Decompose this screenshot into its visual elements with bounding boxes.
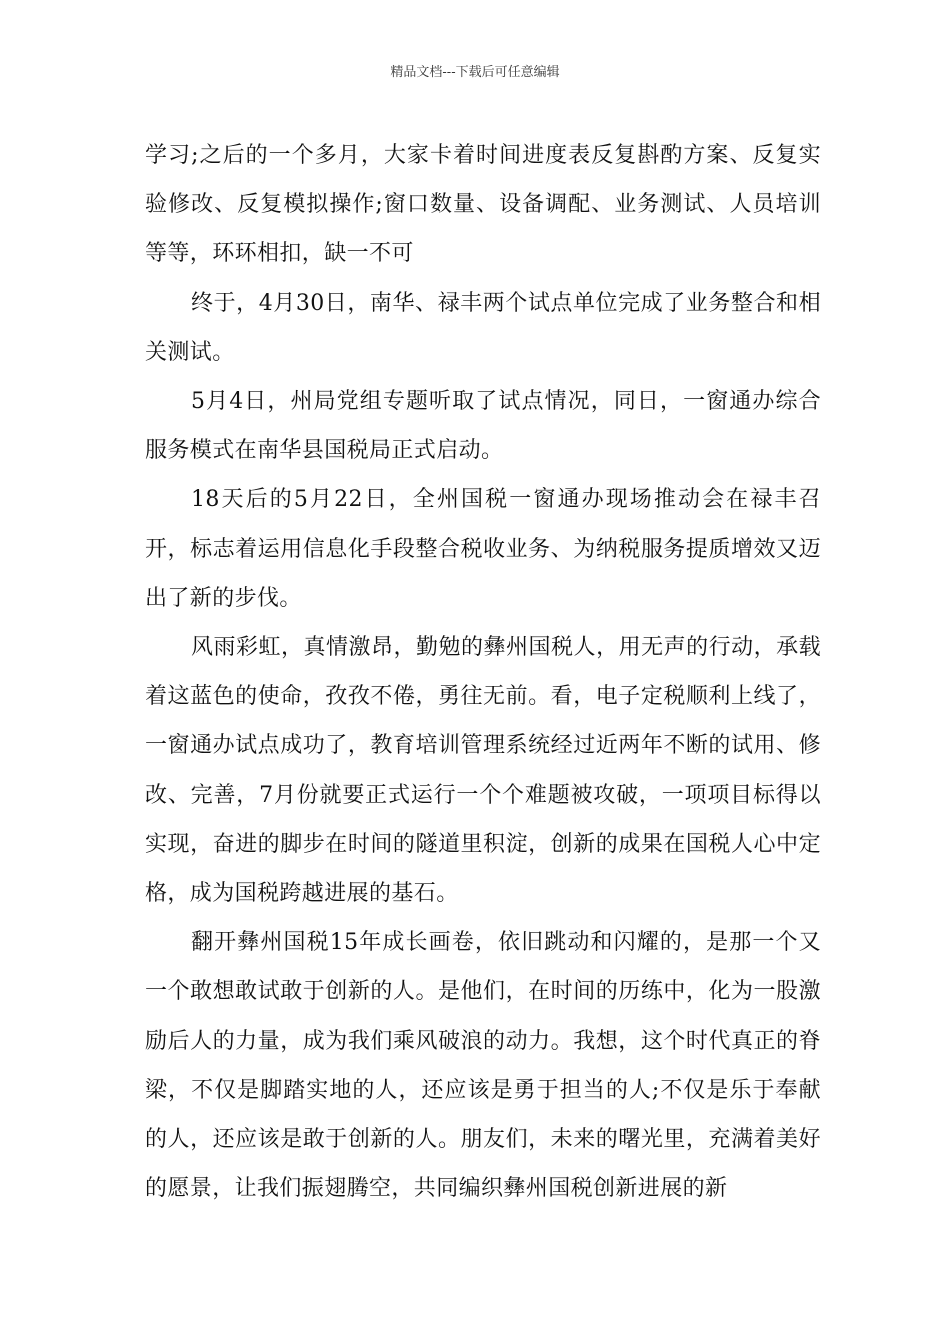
document-body <box>145 131 821 1213</box>
paragraph-6: 翻开彝州国税15年成长画卷，依旧跳动和闪耀的，是那一个又一个敢想敢试敢于创新的人。是他们，在时间的历练中，化为一股激励后人的力量，成为我们乘风破浪的动力。我想，这个时代真正的脊梁，不仅是脚踏实地的人，还应该是勇于担当的人;不仅是乐于奉献的人，还应该是敢于创新的人。朋友们，未来的曙光里，充满着美好的愿景，让我们振翅腾空，共同编织彝州国税创新进展的新 <box>145 930 821 1202</box>
paragraph-1: 学习;之后的一个多月，大家卡着时间进度表反复斟酌方案、反复实验修改、反复模拟操作;窗口数量、设备调配、业务测试、人员培训等等，环环相扣，缺一不可 <box>145 143 821 267</box>
paragraph-5: 风雨彩虹，真情激昂，勤勉的彝州国税人，用无声的行动，承载着这蓝色的使命，孜孜不倦，勇往无前。看，电子定税顺利上线了，一窗通办试点成功了，教育培训管理系统经过近两年不断的试用、修改、完善，7月份就要正式运行一个个难题被攻破，一项项目标得以实现，奋进的脚步在时间的隧道里积淀，创新的成果在国税人心中定格，成为国税跨越进展的基石。 <box>145 635 821 907</box>
paragraph-4: 18天后的5月22日，全州国税一窗通办现场推动会在禄丰召开，标志着运用信息化手段整合税收业务、为纳税服务提质增效又迈出了新的步伐。 <box>145 487 821 611</box>
page-header: 精品文档---下载后可任意编辑 <box>390 65 560 80</box>
paragraph-3: 5月4日，州局党组专题听取了试点情况，同日，一窗通办综合服务模式在南华县国税局正式启动。 <box>145 389 821 464</box>
paragraph-2: 终于，4月30日，南华、禄丰两个试点单位完成了业务整合和相关测试。 <box>145 290 821 365</box>
